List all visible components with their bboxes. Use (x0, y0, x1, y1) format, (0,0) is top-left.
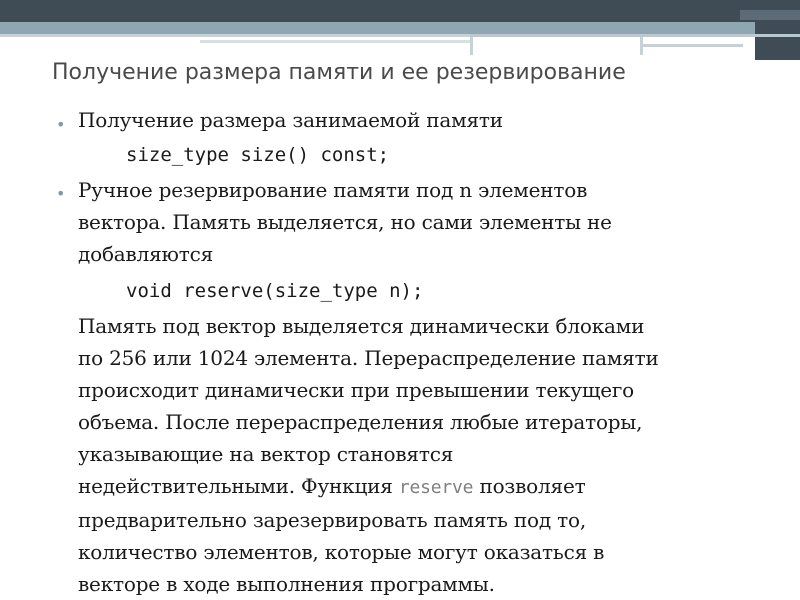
paragraph-line-2: по 256 или 1024 элемента. Перераспределение памяти (78, 346, 659, 370)
paragraph-line-7: предварительно зарезервировать память под то, (78, 508, 587, 532)
bullet2-line-2: вектора. Память выделяется, но сами элементы не (78, 210, 612, 234)
paragraph-line-5: указывающие на вектор становятся (78, 442, 454, 466)
bullet2-line-1: Ручное резервирование памяти под n элементов (78, 178, 588, 202)
slide-title: Получение размера памяти и ее резервирование (52, 60, 626, 85)
bullet-marker: • (56, 115, 66, 134)
bullet1-text: Получение размера занимаемой памяти (78, 108, 503, 132)
bullet2-line-3: добавляются (78, 242, 213, 266)
paragraph-line-8: количество элементов, которые могут оказаться в (78, 540, 605, 564)
paragraph-line-9: векторе в ходе выполнения программы. (78, 572, 495, 596)
paragraph-line-6-start: недействительными. Функция (78, 474, 399, 498)
code-size: size_type size() const; (126, 144, 390, 166)
paragraph-line-6-end: позволяет (473, 474, 586, 498)
bullet-marker: • (56, 184, 66, 203)
paragraph-line-6 (78, 474, 585, 498)
inline-code-reserve: reserve (398, 477, 474, 498)
paragraph-line-4: объема. После перераспределения любые итераторы, (78, 410, 643, 434)
paragraph-line-3: происходит динамически при превышении текущего (78, 378, 634, 402)
paragraph-line-1: Память под вектор выделяется динамически блоками (78, 314, 645, 338)
code-reserve: void reserve(size_type n); (126, 280, 424, 302)
